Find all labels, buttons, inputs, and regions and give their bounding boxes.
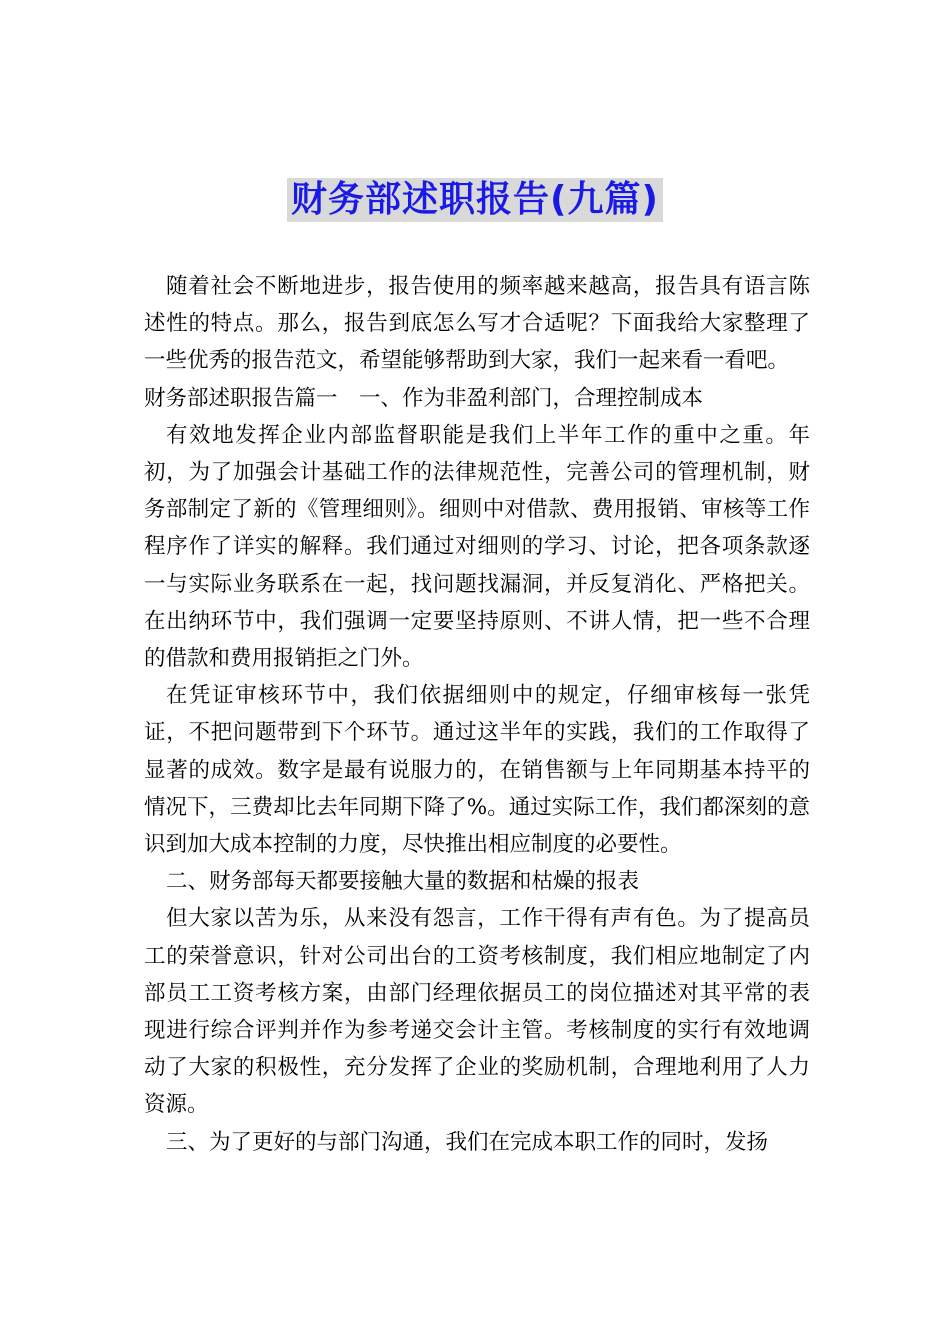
- paragraph: 有效地发挥企业内部监督职能是我们上半年工作的重中之重。年初，为了加强会计基础工作的法律规范性，完善公司的管理机制，财务部制定了新的《管理细则》。细则中对借款、费用报销、审核等工作程序作了详实的解释。我们通过对细则的学习、讨论，把各项条款逐一与实际业务联系在一起，找问题找漏洞，并反复消化、严格把关。在出纳环节中，我们强调一定要坚持原则、不讲人情，把一些不合理的借款和费用报销拒之门外。: [144, 422, 810, 672]
- paragraph-intro: 随着社会不断地进步，报告使用的频率越来越高，报告具有语言陈述性的特点。那么，报告到底怎么写才合适呢？下面我给大家整理了一些优秀的报告范文，希望能够帮助到大家，我们一起来看一看吧。: [144, 274, 810, 374]
- document-body: [144, 268, 810, 1161]
- title-container: [0, 178, 950, 222]
- paragraph: 在凭证审核环节中，我们依据细则中的规定，仔细审核每一张凭证，不把问题带到下个环节。通过这半年的实践，我们的工作取得了显著的成效。数字是最有说服力的，在销售额与上年同期基本持平的情况下，三费却比去年同期下降了%。通过实际工作，我们都深刻的意识到加大成本控制的力度，尽快推出相应制度的必要性。: [144, 683, 810, 858]
- paragraph: 但大家以苦为乐，从来没有怨言，工作干得有声有色。为了提高员工的荣誉意识，针对公司出台的工资考核制度，我们相应地制定了内部员工工资考核方案，由部门经理依据员工的岗位描述对其平常的表现进行综合评判并作为参考递交会计主管。考核制度的实行有效地调动了大家的积极性，充分发挥了企业的奖励机制，合理地利用了人力资源。: [144, 906, 810, 1118]
- paragraph-section-heading: 财务部述职报告篇一 一、作为非盈利部门，合理控制成本: [144, 385, 704, 411]
- paragraph-subheading: 三、为了更好的与部门沟通，我们在完成本职工作的同时，发扬: [166, 1129, 769, 1155]
- document-title: 财务部述职报告(九篇): [287, 178, 663, 222]
- paragraph-subheading: 二、财务部每天都要接触大量的数据和枯燥的报表: [166, 869, 640, 895]
